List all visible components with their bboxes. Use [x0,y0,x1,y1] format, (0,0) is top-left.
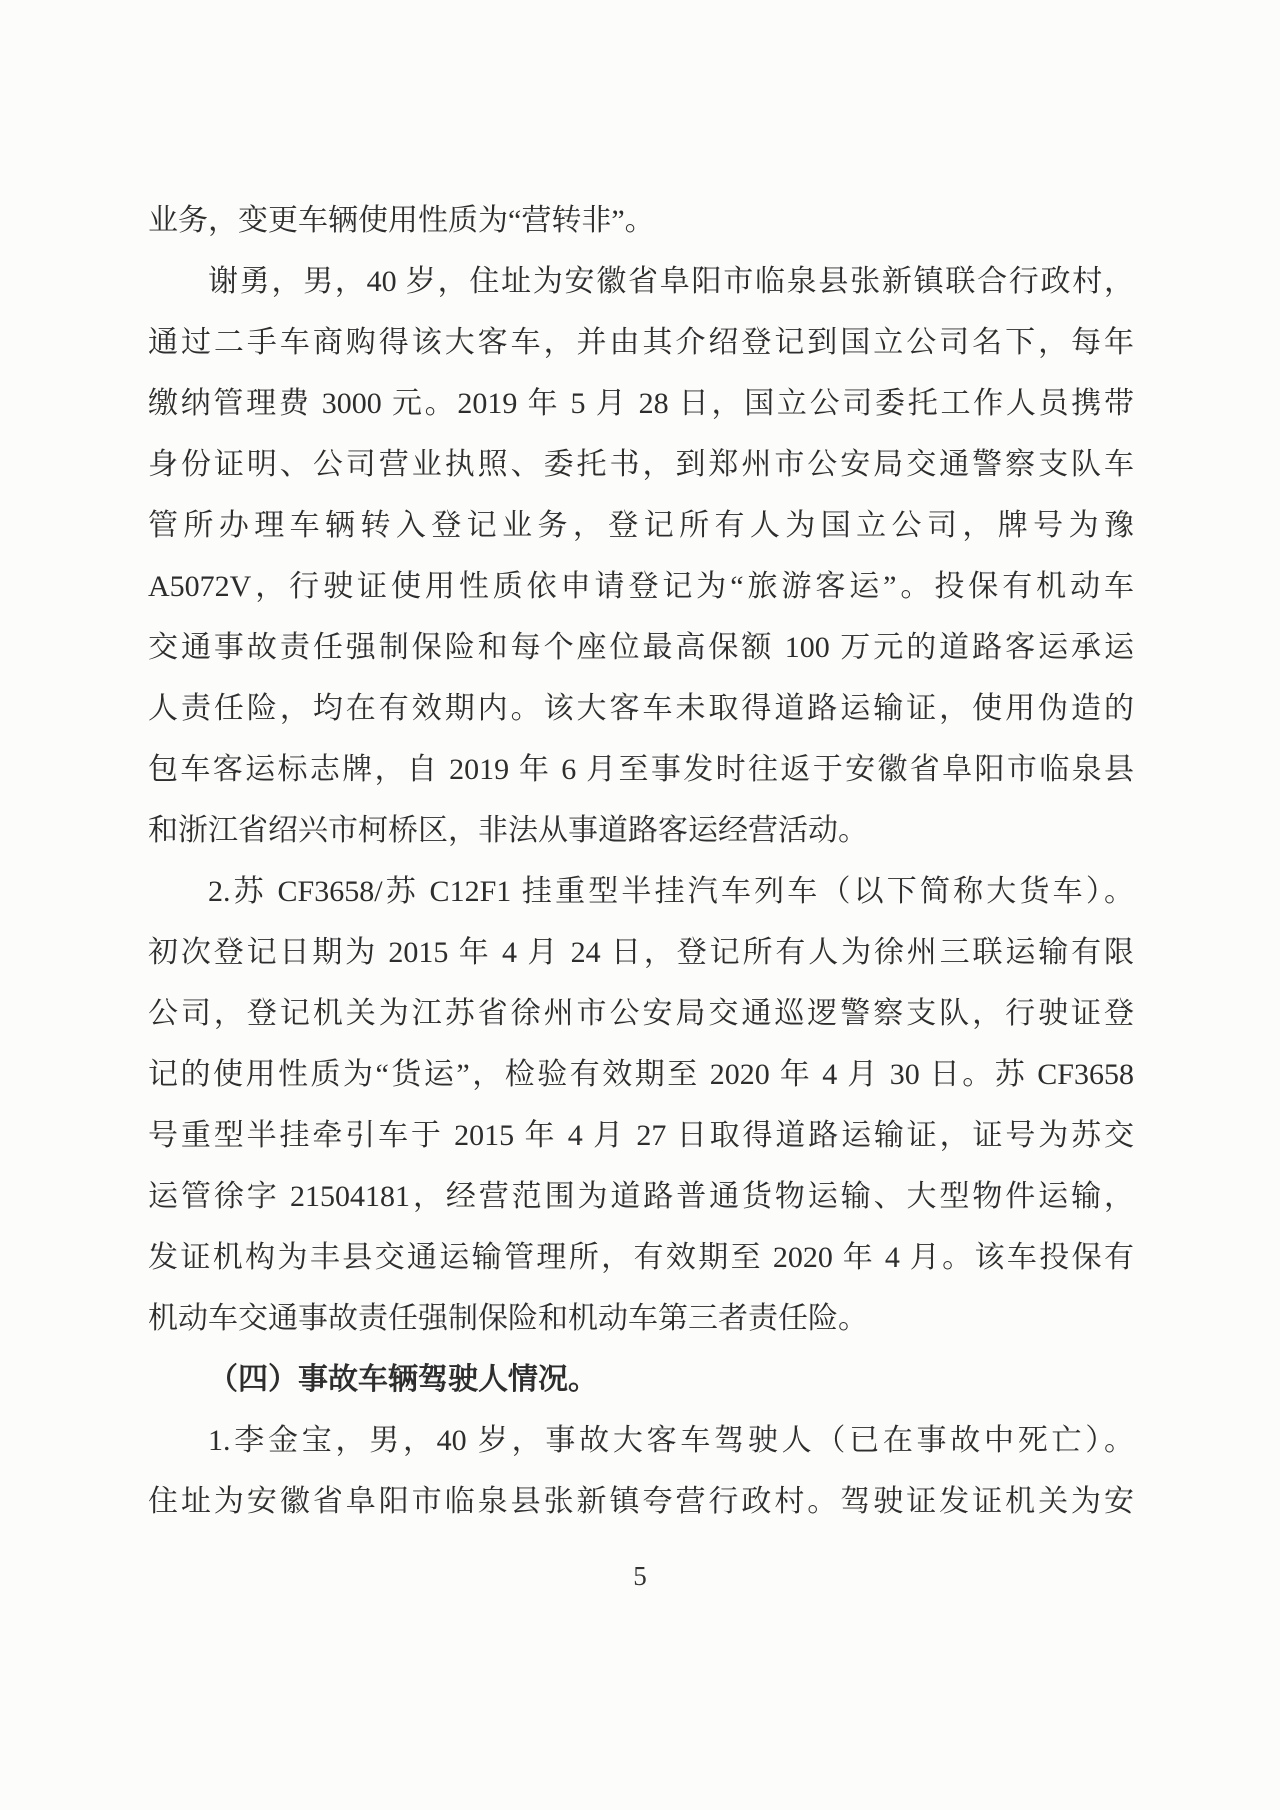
text-line: 发证机构为丰县交通运输管理所，有效期至 2020 年 4 月。该车投保有 [148,1241,1134,1274]
text-line: 交通事故责任强制保险和每个座位最高保额 100 万元的道路客运承运 [148,631,1134,664]
text-line: 通过二手车商购得该大客车，并由其介绍登记到国立公司名下，每年 [148,326,1134,359]
text-line: 机动车交通事故责任强制保险和机动车第三者责任险。 [148,1302,868,1335]
text-line: 运管徐字 21504181，经营范围为道路普通货物运输、大型物件运输， [148,1180,1134,1213]
text-line: 谢勇，男，40 岁，住址为安徽省阜阳市临泉县张新镇联合行政村， [208,265,1134,298]
text-line: 包车客运标志牌，自 2019 年 6 月至事发时往返于安徽省阜阳市临泉县 [148,753,1134,786]
text-line: 2.苏 CF3658/苏 C12F1 挂重型半挂汽车列车（以下简称大货车）。 [208,875,1134,908]
text-line: 记的使用性质为“货运”，检验有效期至 2020 年 4 月 30 日。苏 CF3658 [148,1058,1134,1091]
text-line: 公司，登记机关为江苏省徐州市公安局交通巡逻警察支队，行驶证登 [148,997,1134,1030]
text-line: 住址为安徽省阜阳市临泉县张新镇夸营行政村。驾驶证发证机关为安 [148,1485,1134,1518]
text-line: 和浙江省绍兴市柯桥区，非法从事道路客运经营活动。 [148,814,868,847]
section-heading: （四）事故车辆驾驶人情况。 [208,1363,598,1396]
text-line: 初次登记日期为 2015 年 4 月 24 日，登记所有人为徐州三联运输有限 [148,936,1134,969]
text-line: 身份证明、公司营业执照、委托书，到郑州市公安局交通警察支队车 [148,448,1134,481]
text-line: 1.李金宝，男，40 岁，事故大客车驾驶人（已在事故中死亡）。 [208,1424,1134,1457]
page-number: 5 [633,1561,647,1591]
text-line: 管所办理车辆转入登记业务，登记所有人为国立公司，牌号为豫 [148,509,1134,542]
text-line: 业务，变更车辆使用性质为“营转非”。 [148,204,655,237]
document-body [148,190,1134,1532]
text-line: 人责任险，均在有效期内。该大客车未取得道路运输证，使用伪造的 [148,692,1134,725]
text-line: 号重型半挂牵引车于 2015 年 4 月 27 日取得道路运输证，证号为苏交 [148,1119,1134,1152]
text-line: A5072V，行驶证使用性质依申请登记为“旅游客运”。投保有机动车 [148,570,1134,603]
text-line: 缴纳管理费 3000 元。2019 年 5 月 28 日，国立公司委托工作人员携带 [148,387,1134,420]
